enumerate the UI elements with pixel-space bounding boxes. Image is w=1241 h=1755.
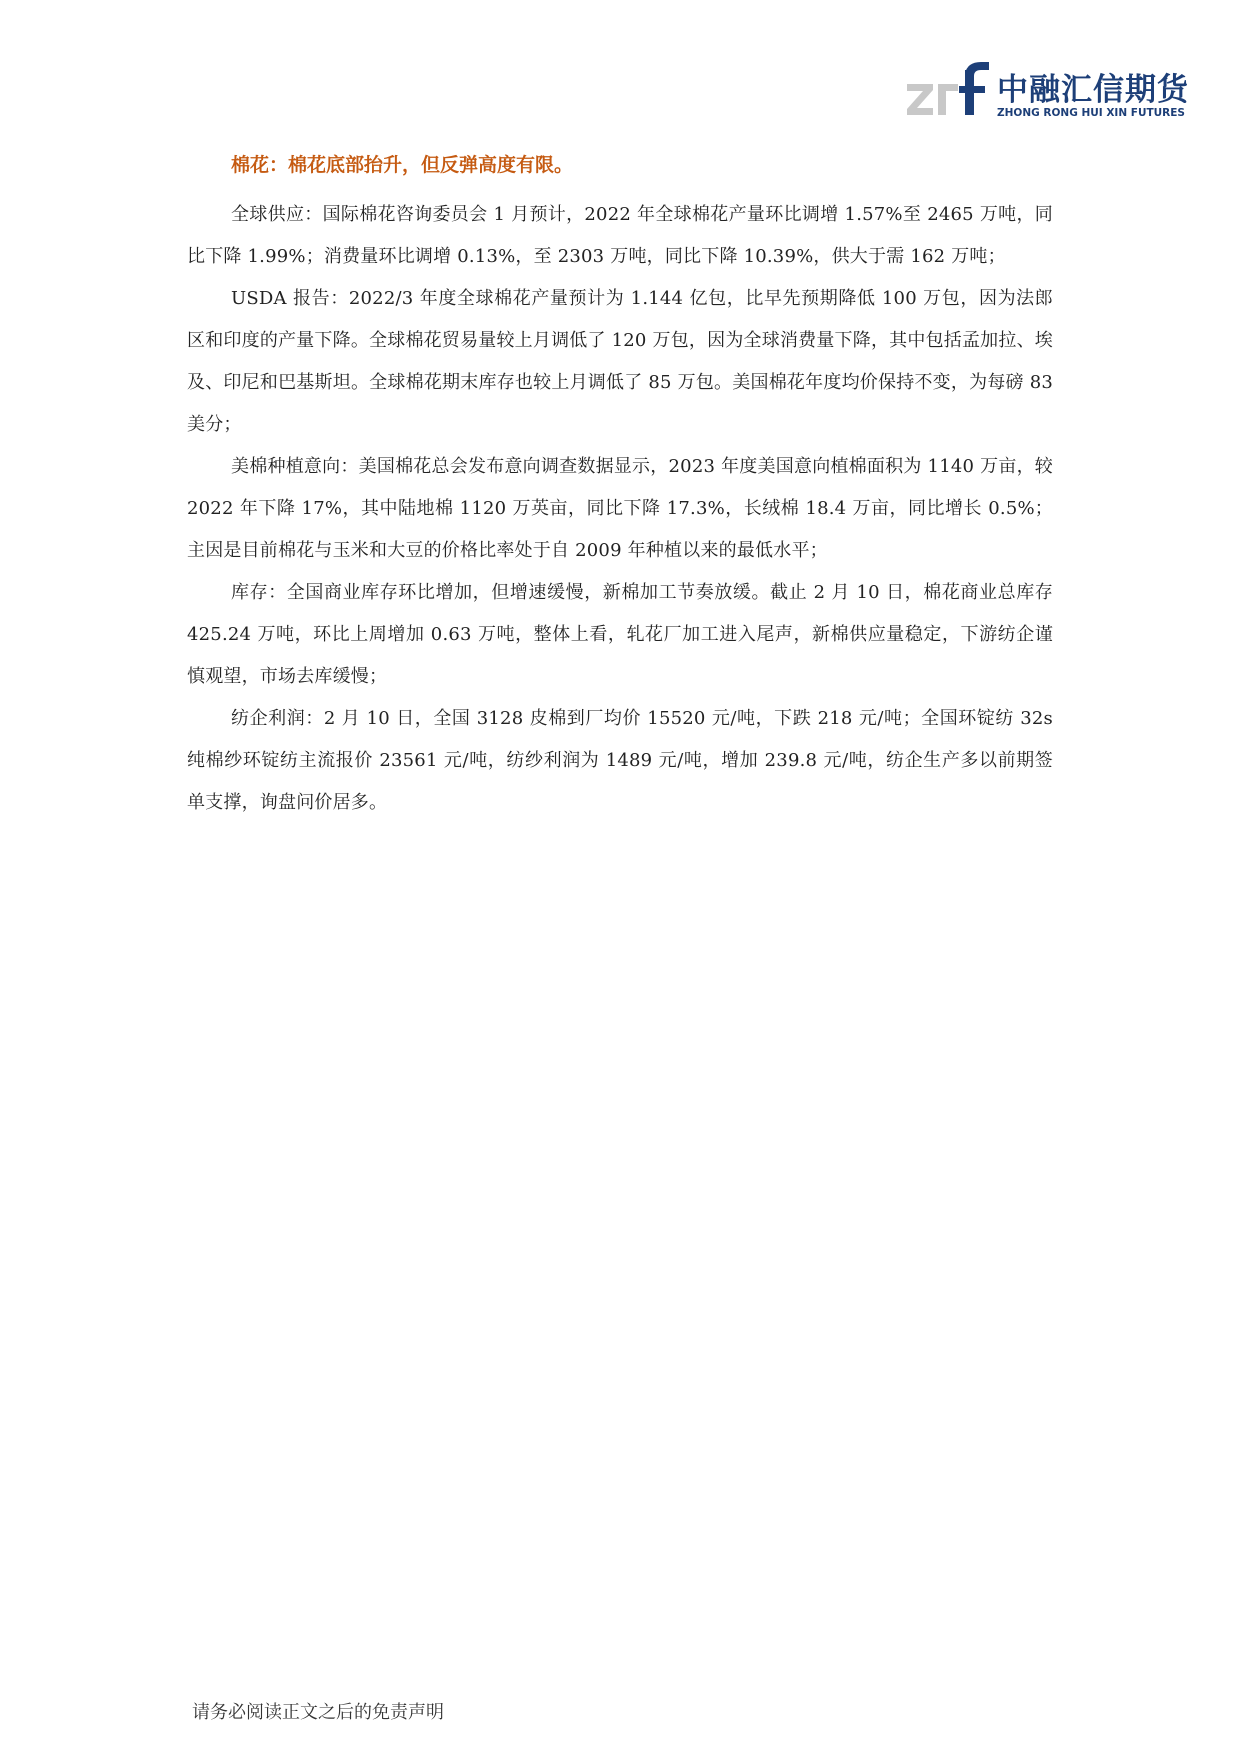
report-section bbox=[187, 148, 1053, 824]
paragraph-usda-report: USDA 报告：2022/3 年度全球棉花产量预计为 1.144 亿包，比早先预期降低 100 万包，因为法郎区和印度的产量下降。全球棉花贸易量较上月调低了 120 万包，因为全球消费量下降，其中包括孟加拉、埃及、印尼和巴基斯坦。全球棉花期末库存也较上月调低了 85 万包。美国棉花年度均价保持不变，为每磅 83 美分； bbox=[187, 288, 1053, 435]
paragraph-global-supply: 全球供应：国际棉花咨询委员会 1 月预计，2022 年全球棉花产量环比调增 1.57%至 2465 万吨，同比下降 1.99%；消费量环比调增 0.13%，至 2303 万吨，同比下降 10.39%，供大于需 162 万吨； bbox=[187, 204, 1053, 267]
logo-english-name: ZHONG RONG HUI XIN FUTURES bbox=[997, 107, 1185, 119]
footer-disclaimer: 请务必阅读正文之后的免责声明 bbox=[192, 1702, 444, 1723]
paragraph-inventory: 库存：全国商业库存环比增加，但增速缓慢，新棉加工节奏放缓。截止 2 月 10 日，棉花商业总库存 425.24 万吨，环比上周增加 0.63 万吨，整体上看，轧花厂加工进入尾声，新棉供应量稳定，下游纺企谨慎观望，市场去库缓慢； bbox=[187, 582, 1053, 687]
logo-chinese-name: 中融汇信期货 bbox=[997, 72, 1189, 108]
paragraph-mill-profit: 纺企利润：2 月 10 日，全国 3128 皮棉到厂均价 15520 元/吨，下跌 218 元/吨；全国环锭纺 32s 纯棉纱环锭纺主流报价 23561 元/吨，纺纱利润为 1489 元/吨，增加 239.8 元/吨，纺企生产多以前期签单支撑，询盘问价居多。 bbox=[187, 708, 1053, 813]
zrf-logo-mark bbox=[905, 60, 995, 125]
paragraph-us-planting-intention: 美棉种植意向：美国棉花总会发布意向调查数据显示，2023 年度美国意向植棉面积为 1140 万亩，较 2022 年下降 17%，其中陆地棉 1120 万英亩，同比下降 17.3%，长绒棉 18.4 万亩，同比增长 0.5%； 主因是目前棉花与玉米和大豆的价格比率处于自 2009 年种植以来的最低水平； bbox=[187, 456, 1053, 561]
company-logo bbox=[905, 60, 1195, 125]
section-title: 棉花：棉花底部抬升，但反弹高度有限。 bbox=[231, 154, 574, 176]
